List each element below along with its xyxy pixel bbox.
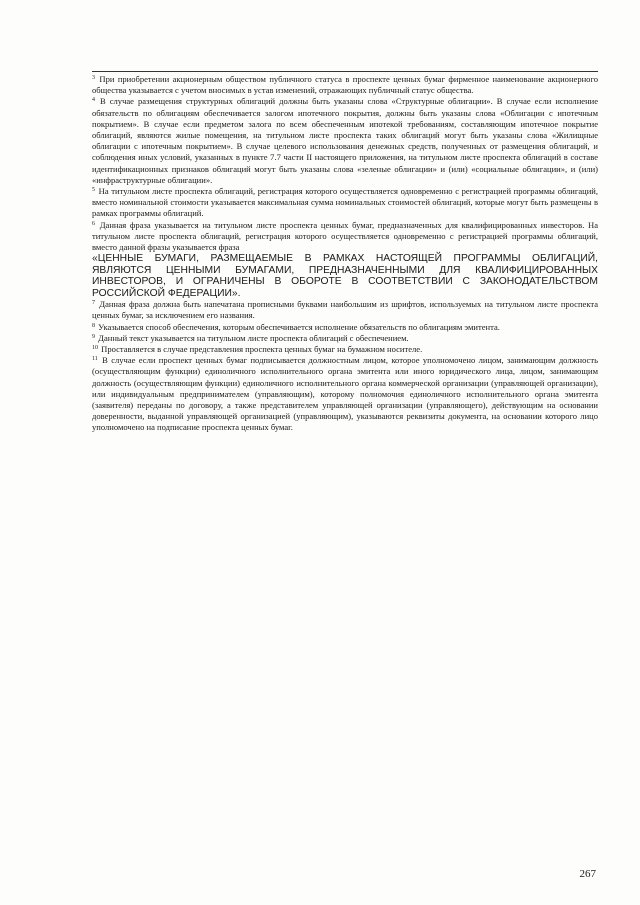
footnote-5	[92, 186, 598, 220]
footnote-text: Указывается способ обеспечения, которым обеспечивается исполнение обязательств по облигациям эмитента.	[98, 321, 500, 332]
footnote-text: На титульном листе проспекта облигаций, регистрация которого осуществляется одновременно с регистрацией программы облигаций, вместо номинальной стоимости указывается максимальная сумма номинальных стоимостей облигаций, которые могут быть размещены в рамках программы облигаций.	[92, 186, 598, 219]
page-number: 267	[579, 868, 596, 880]
footnote-6	[92, 220, 598, 254]
footnote-marker: 4	[92, 97, 95, 104]
footnote-marker: 6	[92, 220, 95, 227]
footnote-9	[92, 333, 598, 344]
footnote-7	[92, 299, 598, 321]
footnote-text: Данная фраза должна быть напечатана прописными буквами наибольшим из шрифтов, используемых на титульном листе проспекта ценных бумаг, за исключением его названия.	[92, 299, 599, 321]
footnotes-block	[92, 74, 598, 434]
footnote-marker: 3	[92, 75, 95, 81]
footnote-6-capital-phrase: «ЦЕННЫЕ БУМАГИ, РАЗМЕЩАЕМЫЕ В РАМКАХ НАСТОЯЩЕЙ ПРОГРАММЫ ОБЛИГАЦИЙ, ЯВЛЯЮТСЯ ЦЕННЫМИ БУМАГАМИ, ПРЕДНАЗНАЧЕННЫМИ ДЛЯ КВАЛИФИЦИРОВАННЫХ ИНВЕСТОРОВ, И ОГРАНИЧЕНЫ В ОБОРОТЕ В СООТВЕТСТВИИ С ЗАКОНОДАТЕЛЬСТВОМ РОССИЙСКОЙ ФЕДЕРАЦИИ».	[92, 253, 598, 299]
footnote-marker: 7	[92, 300, 95, 307]
footnote-text: Данный текст указывается на титульном листе проспекта облигаций с обеспечением.	[98, 332, 409, 343]
footnote-marker: 5	[92, 187, 95, 194]
footnote-marker: 11	[92, 356, 98, 363]
footnote-text: Данная фраза указывается на титульном листе проспекта ценных бумаг, предназначенных для квалифицированных инвесторов. На титульном листе проспекта облигаций, регистрация которого осуществляется одновременно с регистрацией программы облигаций, вместо данной фразы указывается фраза	[92, 219, 599, 253]
footnote-marker: 10	[92, 345, 98, 352]
footnote-marker: 8	[92, 322, 95, 329]
footnote-4	[92, 96, 598, 186]
footnote-text: При приобретении акционерным обществом публичного статуса в проспекте ценных бумаг фирменное наименование акционерного общества указывается с учетом вносимых в устав изменений, отражающих публичный статус общества.	[92, 74, 599, 96]
footnote-text: В случае размещения структурных облигаций должны быть указаны слова «Структурные облигации». В случае если исполнение обязательств по облигациям обеспечивается залогом ипотечного покрытия, должны быть указаны слова «Облигации с ипотечным покрытием». В случае если предметом залога по всем обеспеченным ипотекой требованиям, составляющим ипотечное покрытие облигаций, являются жилые помещения, на титульном листе проспекта таких облигаций могут быть указаны слова «Жилищные облигации с ипотечным покрытием». В случае целевого использования денежных средств, полученных от размещения облигаций, и соблюдения иных условий, указанных в пункте 7.7 части II настоящего приложения, на титульном листе проспекта облигаций в составе идентификационных признаков облигаций могут быть указаны слова «зеленые облигации» и (или) «социальные облигации», и (или) «инфраструктурные облигации».	[92, 96, 599, 185]
footnote-marker: 9	[92, 333, 95, 340]
footnote-8	[92, 322, 598, 333]
footnote-text: Проставляется в случае представления проспекта ценных бумаг на бумажном носителе.	[101, 344, 423, 355]
footnote-3	[92, 74, 598, 96]
footnote-text: В случае если проспект ценных бумаг подписывается должностным лицом, которое уполномочено лицом, занимающим должность (осуществляющим функции) единоличного исполнительного органа эмитента или иного юридического лица, лицом, занимающим должность (осуществляющим функции) единоличного исполнительного органа коммерческой организации (управляющей организации), или индивидуальным предпринимателем (управляющим), которому полномочия единоличного исполнительного органа эмитента (заявителя) переданы по договору, а также представителем управляющей организации (управляющего), действующим на основании доверенности, выданной управляющей организацией (управляющим), указываются реквизиты документа, на основании которого лицо уполномочено на подписание проспекта ценных бумаг.	[92, 355, 598, 433]
footnote-10	[92, 344, 598, 355]
footnote-11	[92, 355, 598, 433]
footnote-separator-rule	[92, 71, 598, 72]
